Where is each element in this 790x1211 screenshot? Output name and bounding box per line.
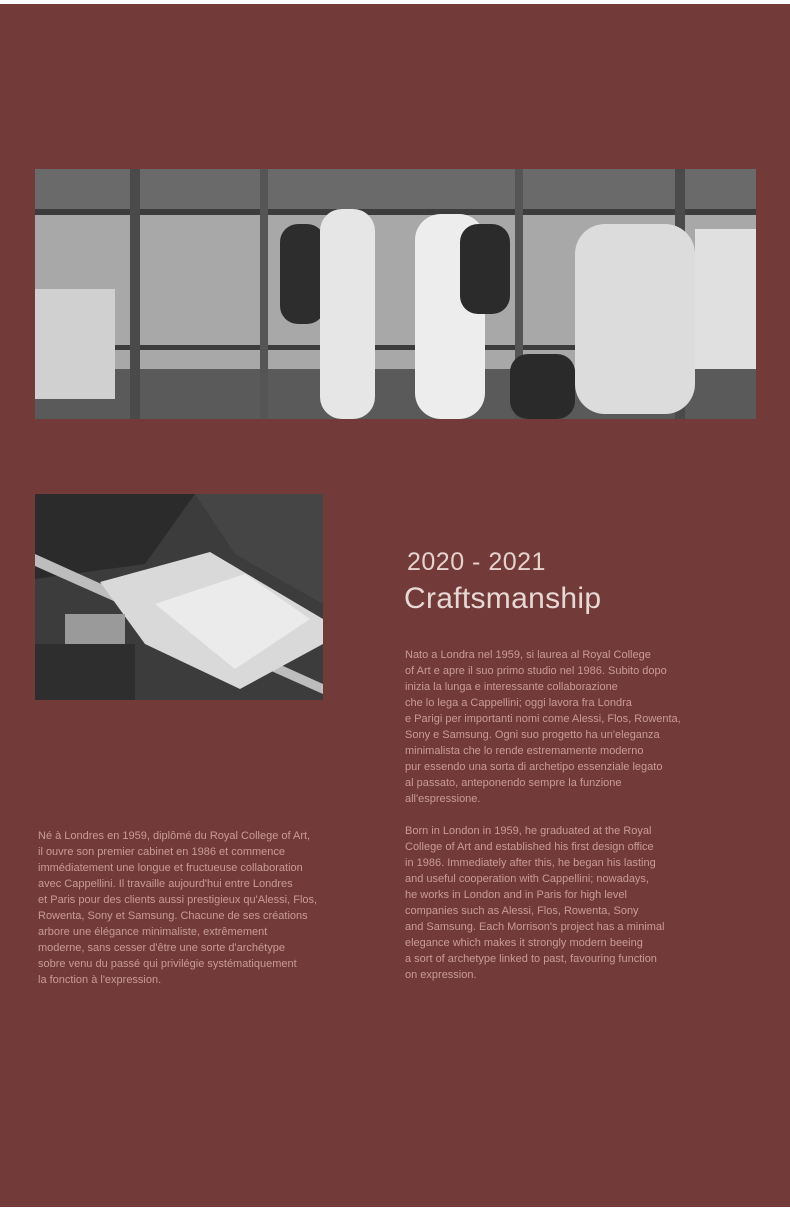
factory-interior-photo: [35, 169, 756, 419]
french-paragraph: Né à Londres en 1959, diplômé du Royal College of Art, il ouvre son premier cabinet en 1986 et commence immédiatement une longue et fructueuse collaboration avec Cappellini. Il travaille aujourd'hui entre Londres et Paris pour des clients aussi prestigieux qu'Alessi, Flos, Rowenta, Sony et Samsung. Chacune de ses créations arbore une élégance minimaliste, extrêmement moderne, sans cesser d'être une sorte d'archétype sobre venu du passé qui privilégie systématiquement la fonction à l'expression.: [38, 830, 318, 986]
factory-aerial-photo: [35, 494, 323, 700]
english-paragraph: Born in London in 1959, he graduated at the Royal College of Art and established his first design office in 1986. Immediately after this, he began his lasting and useful cooperation with Cappellini; nowadays, he works in London and in Paris for high level companies such as Alessi, Flos, Rowenta, Sony and Samsung. Each Morrison's project has a minimal elegance which makes it strongly modern beeing a sort of archetype linked to past, favouring function on expression.: [405, 825, 665, 981]
italian-paragraph: Nato a Londra nel 1959, si laurea al Royal College of Art e apre il suo primo studio nel 1986. Subito dopo inizia la lunga e interessante collaborazione che lo lega a Cappellini; oggi lavora fra Londra e Parigi per importanti nomi come Alessi, Flos, Rowenta, Sony e Samsung. Ogni suo progetto ha un'eleganza minimalista che lo rende estremamente moderno pur essendo una sorta di archetipo essenziale legato al passato, anteponendo sempre la funzione all'espressione.: [405, 649, 681, 805]
page-background: [0, 4, 790, 1207]
section-title: Craftsmanship: [404, 582, 602, 615]
year-range: 2020 - 2021: [407, 548, 546, 576]
